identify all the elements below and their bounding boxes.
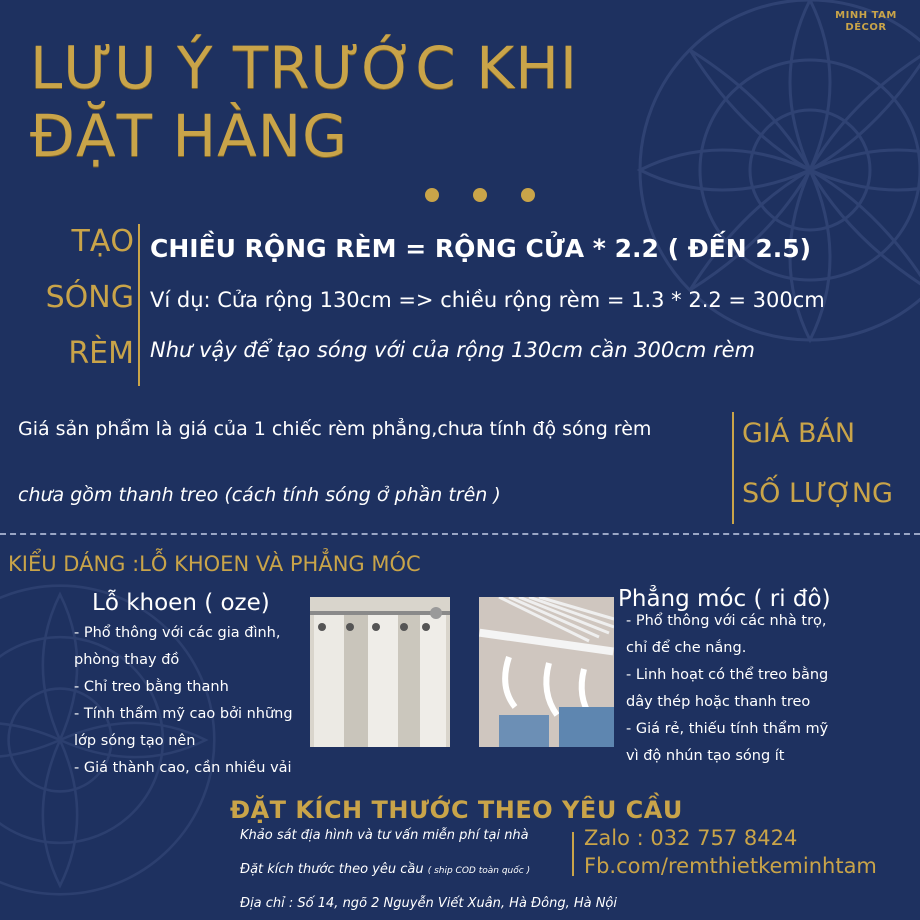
wave-example: Ví dụ: Cửa rộng 130cm => chiều rộng rèm = 1.3 * 2.2 = 300cm (150, 288, 825, 312)
facebook-link[interactable]: Fb.com/remthietkeminhtam (584, 854, 877, 878)
price-label: GIÁ BÁN (742, 418, 856, 449)
wave-label-line1: TẠO (71, 224, 134, 259)
dot (473, 188, 487, 202)
page-title (30, 34, 578, 170)
section-divider (0, 533, 920, 535)
brand-line2: DÉCOR (845, 22, 887, 33)
list-item: - Chỉ treo bằng thanh (74, 679, 229, 695)
wave-note: Như vậy để tạo sóng với của rộng 130cm cần 300cm rèm (150, 338, 755, 362)
hook-curtain-photo (479, 597, 614, 747)
list-item: dây thép hoặc thanh treo (626, 694, 811, 710)
grommet-title: Lỗ khoen ( oze) (92, 590, 270, 616)
wave-label (10, 214, 134, 382)
wave-label-line2: SÓNG (45, 280, 134, 315)
list-item: - Phổ thông với các gia đình, (74, 625, 281, 641)
title-line1: LƯU Ý TRƯỚC KHI (30, 34, 578, 102)
address-text: Địa chỉ : Số 14, ngõ 2 Nguyễn Viết Xuân, Hà Đông, Hà Nội (240, 896, 617, 911)
dot (425, 188, 439, 202)
list-item: - Phổ thông với các nhà trọ, (626, 613, 827, 629)
ship-note: ( ship COD toàn quốc ) (427, 866, 531, 876)
wave-divider (138, 224, 140, 386)
mandala-pattern (600, 0, 920, 380)
survey-text: Khảo sát địa hình và tư vấn miễn phí tại nhà (240, 828, 529, 843)
dot (521, 188, 535, 202)
list-item: - Tính thẩm mỹ cao bởi những (74, 706, 293, 722)
price-text-1: Giá sản phẩm là giá của 1 chiếc rèm phẳng,chưa tính độ sóng rèm (18, 418, 652, 440)
order-main: Đặt kích thước theo yêu cầu (240, 862, 424, 877)
list-item: phòng thay đồ (74, 652, 180, 668)
styles-heading: KIỂU DÁNG :LỖ KHOEN VÀ PHẲNG MÓC (8, 552, 421, 576)
title-line2: ĐẶT HÀNG (30, 102, 349, 170)
brand-line1: MINH TAM (835, 10, 897, 21)
list-item: chỉ để che nắng. (626, 640, 747, 656)
hook-list (626, 608, 828, 770)
quantity-label: SỐ LƯỢNG (742, 478, 893, 509)
price-text-2: chưa gồm thanh treo (cách tính sóng ở phần trên ) (18, 484, 501, 506)
ellipsis-dots (425, 188, 535, 202)
hook-title: Phẳng móc ( ri đô) (618, 586, 831, 612)
list-item: - Giá thành cao, cần nhiều vải (74, 760, 292, 776)
zalo-contact: Zalo : 032 757 8424 (584, 826, 798, 850)
grommet-curtain-photo (310, 597, 450, 747)
list-item: - Giá rẻ, thiếu tính thẩm mỹ (626, 721, 829, 737)
order-text (240, 862, 530, 877)
brand-logo (826, 10, 906, 34)
grommet-list (74, 620, 293, 782)
price-divider (732, 412, 734, 524)
wave-formula: CHIỀU RỘNG RÈM = RỘNG CỬA * 2.2 ( ĐẾN 2.5) (150, 234, 812, 263)
contact-divider (572, 832, 574, 876)
list-item: vì độ nhún tạo sóng ít (626, 748, 785, 764)
list-item: - Linh hoạt có thể treo bằng (626, 667, 829, 683)
custom-size-title: ĐẶT KÍCH THƯỚC THEO YÊU CẦU (230, 796, 683, 824)
list-item: lớp sóng tạo nên (74, 733, 196, 749)
wave-label-line3: RÈM (68, 336, 134, 371)
